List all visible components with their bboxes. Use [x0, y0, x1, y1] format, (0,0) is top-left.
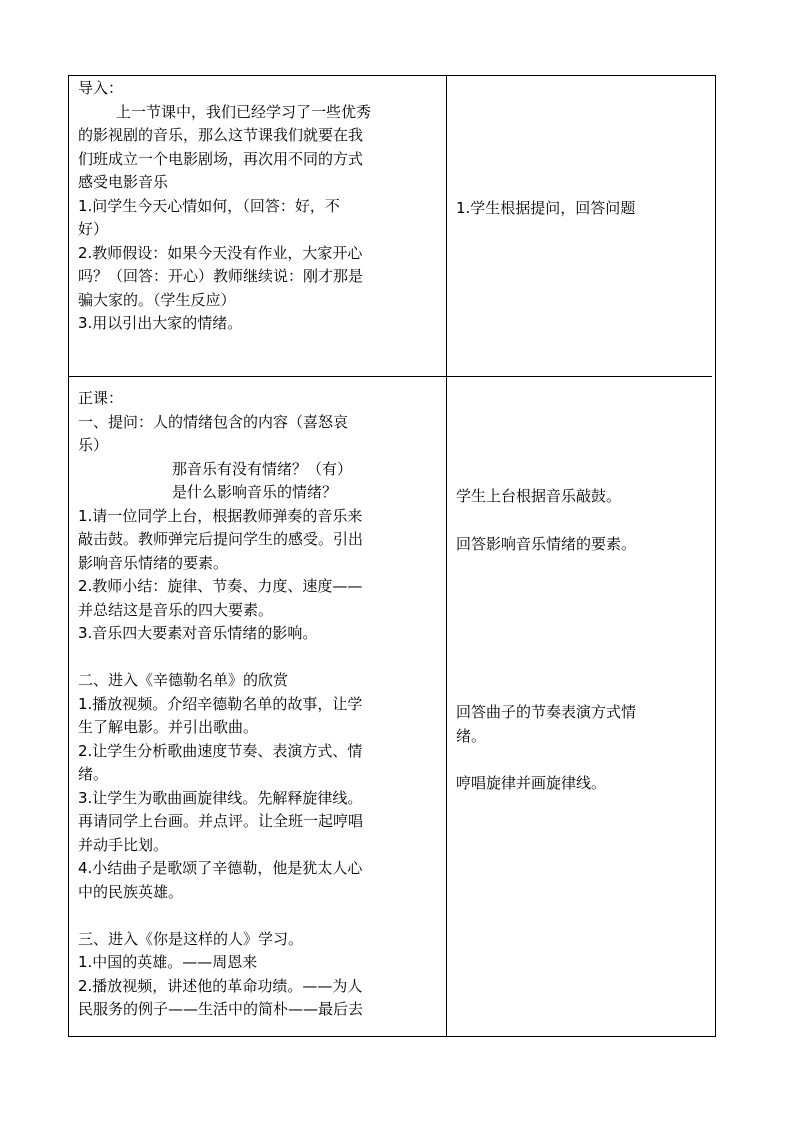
blank-line	[78, 646, 438, 670]
lesson-line: 1.播放视频。介绍辛德勒名单的故事，让学	[78, 694, 363, 713]
intro-student-activity	[456, 197, 708, 221]
student-activity-line: 回答曲子的节奏表演方式情	[456, 703, 637, 721]
lesson-line: 敲击鼓。教师弹完后提问学生的感受。引出	[78, 530, 364, 548]
intro-step-line: 骗大家的。（学生反应）	[78, 290, 236, 309]
intro-step-line: 好）	[78, 220, 109, 238]
student-activity-elements	[456, 533, 708, 557]
lesson-line: 1.请一位同学上台，根据教师弹奏的音乐来	[78, 506, 363, 525]
intro-step-line: 3.用以引出大家的情绪。	[78, 314, 243, 332]
intro-paragraph-line: 们班成立一个电影剧场，再次用不同的方式	[78, 149, 364, 168]
lesson-line: 2.让学生分析歌曲速度节奏、表演方式、情	[78, 741, 363, 760]
lesson-cell	[78, 387, 438, 1022]
blank-line	[78, 904, 438, 928]
intro-cell	[78, 77, 438, 336]
intro-paragraph-line: 的影视剧的音乐，那么这节课我们就要在我	[78, 126, 364, 144]
lesson-line: 1.中国的英雄。——周恩来	[78, 953, 258, 971]
lesson-line: 并动手比划。	[78, 835, 169, 854]
intro-heading: 导入：	[78, 79, 124, 97]
lesson-line: 绪。	[78, 765, 109, 783]
lesson-heading: 正课：	[78, 389, 124, 407]
lesson-line: 二、进入《辛德勒名单》的欣赏	[78, 671, 289, 689]
lesson-line: 4.小结曲子是歌颂了辛德勒，他是犹太人心	[78, 859, 363, 877]
lesson-line: 2.播放视频，讲述他的革命功绩。——为人	[78, 976, 363, 995]
lesson-line: 2.教师小结：旋律、节奏、力度、速度——	[78, 577, 363, 595]
student-activity-answer	[456, 701, 708, 748]
intro-step-line: 1.问学生今天心情如何，（回答：好，不	[78, 196, 340, 215]
student-activity-line: 哼唱旋律并画旋律线。	[456, 774, 607, 792]
table-row-divider	[68, 376, 712, 377]
student-activity-drum	[456, 485, 708, 509]
lesson-line: 一、提问：人的情绪包含的内容（喜怒哀	[78, 412, 349, 431]
lesson-line: 3.音乐四大要素对音乐情绪的影响。	[78, 624, 318, 642]
lesson-line: 再请同学上台画。并点评。让全班一起哼唱	[78, 812, 364, 830]
lesson-line: 生了解电影。并引出歌曲。	[78, 718, 259, 736]
lesson-line: 影响音乐情绪的要素。	[78, 553, 229, 572]
lesson-line: 3.让学生为歌曲画旋律线。先解释旋律线。	[78, 788, 363, 807]
lesson-line: 那音乐有没有情绪？（有）	[172, 459, 353, 478]
lesson-line: 民服务的例子——生活中的简朴——最后去	[78, 1000, 364, 1018]
table-left-border	[68, 75, 69, 1037]
lesson-line: 三、进入《你是这样的人》学习。	[78, 929, 304, 948]
intro-paragraph-line: 感受电影音乐	[78, 173, 169, 191]
table-right-border	[715, 75, 716, 1037]
student-activity-hum	[456, 772, 708, 796]
intro-paragraph-line: 上一节课中，我们已经学习了一些优秀	[116, 102, 372, 121]
table-column-divider	[446, 75, 447, 1037]
lesson-line: 中的民族英雄。	[78, 882, 184, 901]
lesson-line: 并总结这是音乐的四大要素。	[78, 600, 274, 619]
intro-step-line: 吗？（回答：开心）教师继续说：刚才那是	[78, 267, 364, 285]
lesson-line: 乐）	[78, 436, 109, 454]
intro-step-line: 2.教师假设：如果今天没有作业，大家开心	[78, 243, 363, 262]
student-activity-line: 绪。	[456, 726, 487, 745]
lesson-line: 是什么影响音乐的情绪？	[172, 483, 338, 501]
student-activity-line: 回答影响音乐情绪的要素。	[456, 535, 637, 553]
student-activity-line: 学生上台根据音乐敲鼓。	[456, 487, 622, 505]
table-bottom-border	[68, 1036, 716, 1037]
table-top-border	[68, 75, 716, 76]
student-activity-line: 1.学生根据提问，回答问题	[456, 199, 636, 217]
